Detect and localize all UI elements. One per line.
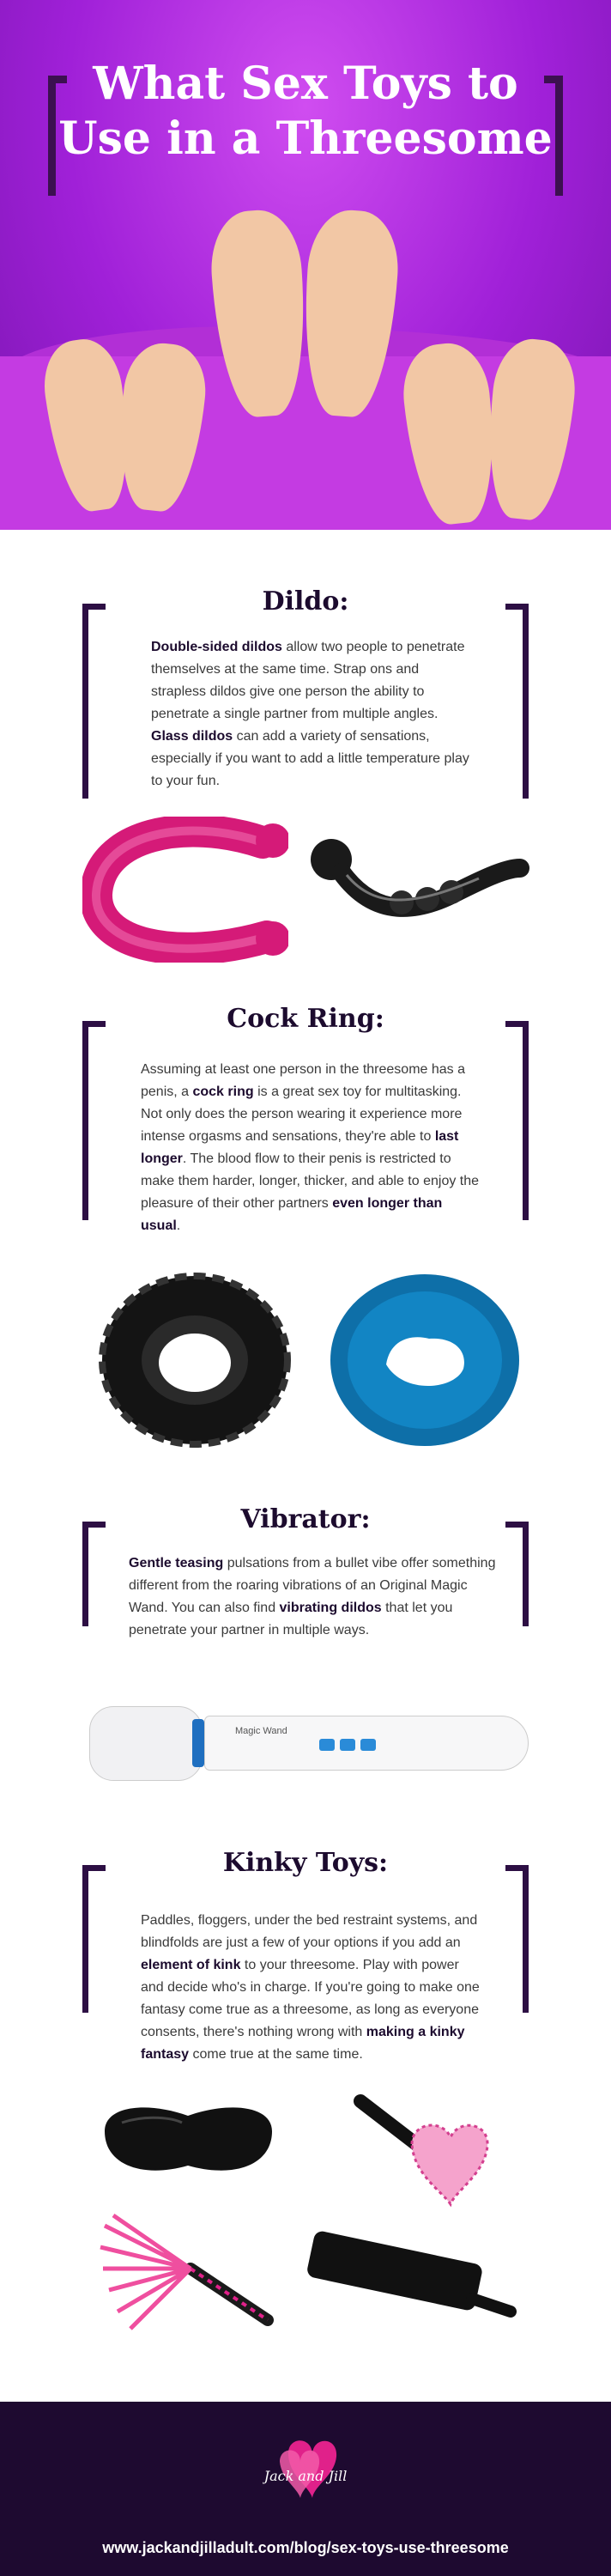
wand-button [319,1739,335,1751]
jack-and-jill-logo [263,2436,348,2505]
hero-title [51,57,560,167]
hero-title-line-2: Use in a Threesome [58,112,553,165]
svg-text:Jack and Jill: Jack and Jill [263,2468,348,2484]
footer [0,2402,611,2576]
wand-label: Magic Wand [235,1726,287,1736]
section-body: Paddles, floggers, under the bed restraint systems, and blindfolds are just a few of your options if you add an element of kink to your threesome. Play with power and decide who's in charge. If you're going to make one fantasy come true as a threesome, as long as everyone consents, there's nothing wrong with making a kinky fantasy come true at the same time. [141,1913,480,2062]
section-title: Vibrator: [82,1504,529,1534]
heart-paddle-image [343,2093,515,2221]
wand-button [340,1739,355,1751]
black-cock-ring-image [96,1270,293,1450]
flogger-image [96,2208,293,2346]
section-title: Dildo: [82,586,529,617]
section-title: Cock Ring: [82,1004,529,1034]
section-body: Double-sided dildos allow two people to penetrate themselves at the same time. Strap ons and strapless dildos give one person the ability to penetrate a single partner from multiple angles. Glass dildos can add a variety of sensations, especially if you want to add a little temperature play to your fun. [151,640,469,788]
spanking-paddle-image [300,2230,523,2333]
section-body: Assuming at least one person in the threesome has a penis, a cock ring is a great sex toy for multitasking. Not only does the person wearing it experience more intense orgasms and sensations, they're able to last longer. The blood flow to their penis is restricted to make them harder, longer, thicker, and able to enjoy the pleasure of their other partners even longer than usual. [141,1062,480,1233]
hero-banner [0,0,611,530]
magic-wand-image [89,1702,527,1783]
section-body: Gentle teasing pulsations from a bullet vibe offer something different from the roaring vibrations of an Original Magic Wand. You can also find vibrating dildos that let you penetrate your partner in multiple ways. [129,1556,496,1637]
glass-dildo-image [307,834,530,928]
blindfold-image [96,2097,281,2183]
wand-button [360,1739,376,1751]
section-title: Kinky Toys: [82,1848,529,1878]
blue-cock-ring-image [326,1270,523,1450]
footer-url[interactable]: www.jackandjilladult.com/blog/sex-toys-use-threesome [102,2539,509,2556]
hero-title-line-1: What Sex Toys to [93,58,518,110]
double-sided-dildo-image [82,817,288,963]
